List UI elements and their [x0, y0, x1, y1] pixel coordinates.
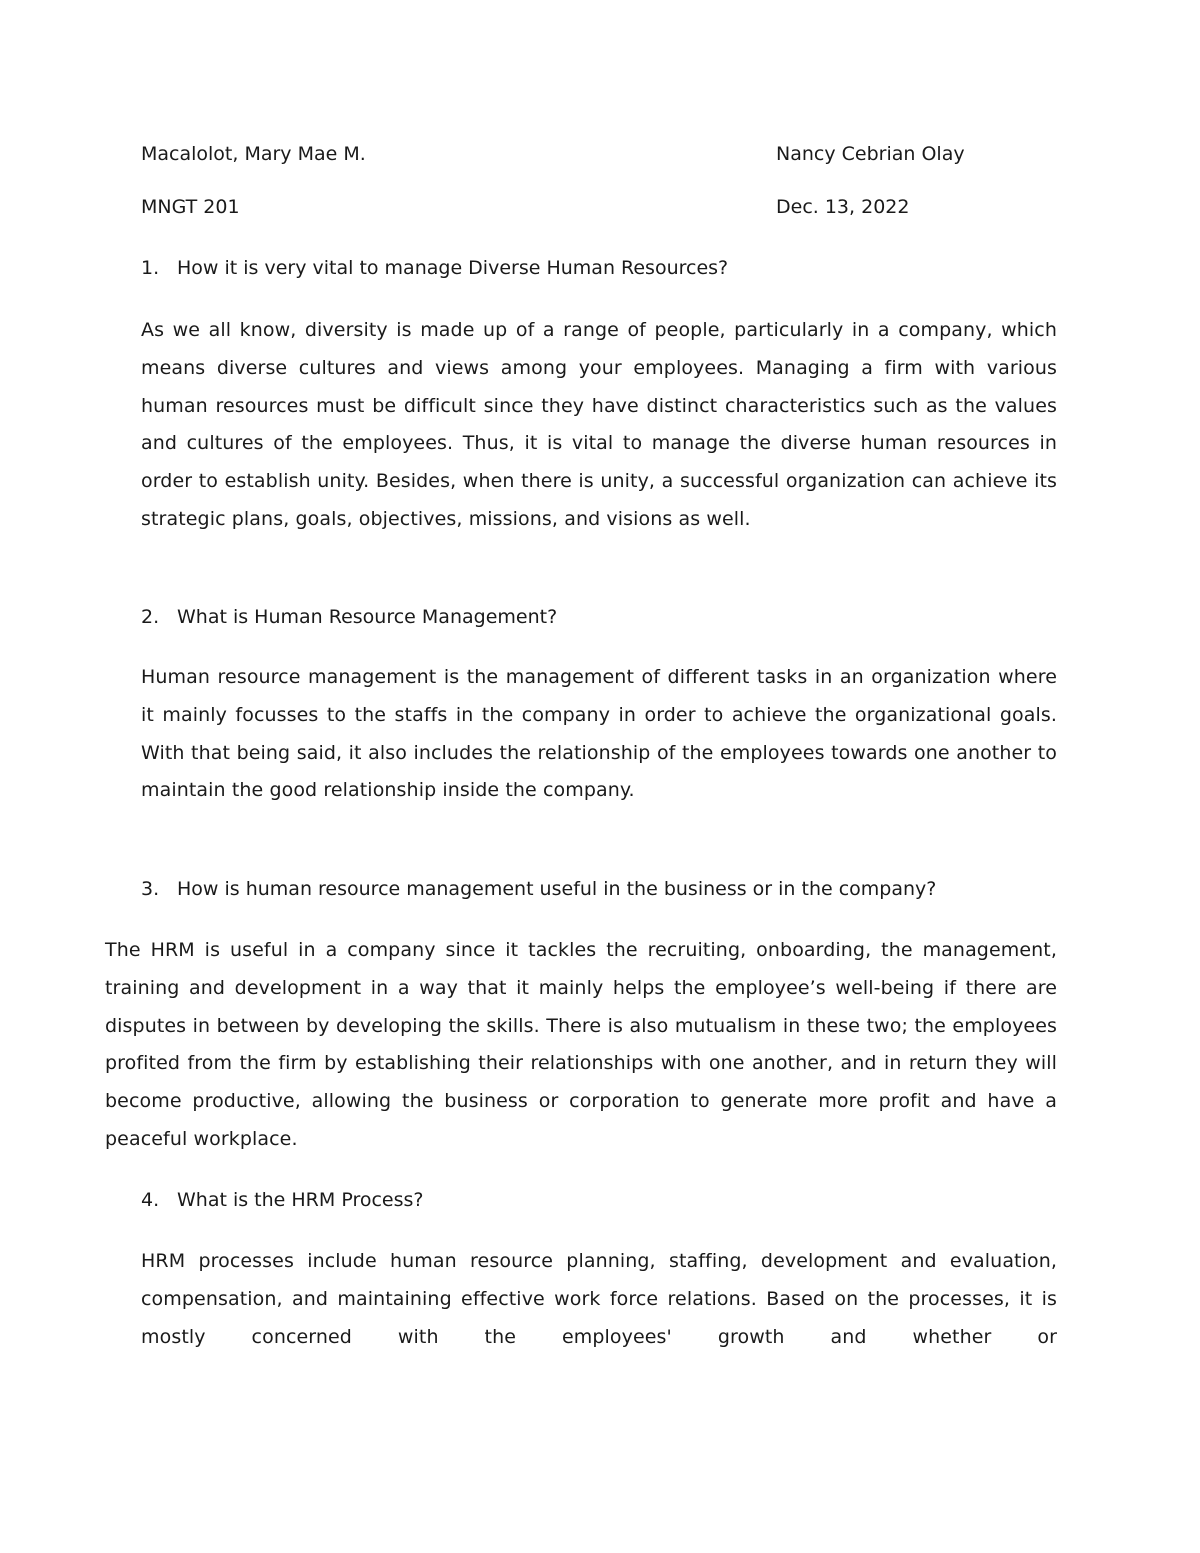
question-1 [141, 256, 728, 280]
question-text: How is human resource management useful in the business or in the company? [177, 878, 937, 900]
question-number: 3. [141, 878, 160, 900]
answer-1: As we all know, diversity is made up of a range of people, particularly in a company, which means diverse cultures and views among your employees. Managing a firm with various human resources must be difficult since they have distinct characteristics such as the values and cultures of the employees. Thus, it is vital to manage the diverse human resources in order to establish unity. Besides, when there is unity, a successful organization can achieve its strategic plans, goals, objectives, missions, and visions as well. [141, 319, 1057, 530]
question-3 [141, 877, 936, 901]
question-4 [141, 1188, 423, 1212]
answer-2: Human resource management is the management of different tasks in an organization where it mainly focusses to the staffs in the company in order to achieve the organizational goals. With that being said, it also includes the relationship of the employees towards one another to maintain the good relationship inside the company. [141, 666, 1057, 802]
question-text: How it is very vital to manage Diverse Human Resources? [177, 257, 729, 279]
answer-4: HRM processes include human resource planning, staffing, development and evaluation, compensation, and maintaining effective work force relations. Based on the processes, it is mostly concerned with the employees' growth and whether or [141, 1250, 1057, 1348]
question-text: What is Human Resource Management? [177, 606, 558, 628]
question-text: What is the HRM Process? [177, 1189, 424, 1211]
question-number: 2. [141, 606, 160, 628]
question-number: 4. [141, 1189, 160, 1211]
course-code: MNGT 201 [141, 196, 240, 218]
answer-3: The HRM is useful in a company since it tackles the recruiting, onboarding, the management, training and development in a way that it mainly helps the employee’s well-being if there are disputes in between by developing the skills. There is also mutualism in these two; the employees profited from the firm by establishing their relationships with one another, and in return they will become productive, allowing the business or corporation to generate more profit and have a peaceful workplace. [105, 939, 1057, 1150]
instructor-name: Nancy Cebrian Olay [776, 143, 965, 165]
question-2 [141, 605, 557, 629]
date: Dec. 13, 2022 [776, 196, 910, 218]
question-number: 1. [141, 257, 160, 279]
student-name: Macalolot, Mary Mae M. [141, 143, 366, 165]
